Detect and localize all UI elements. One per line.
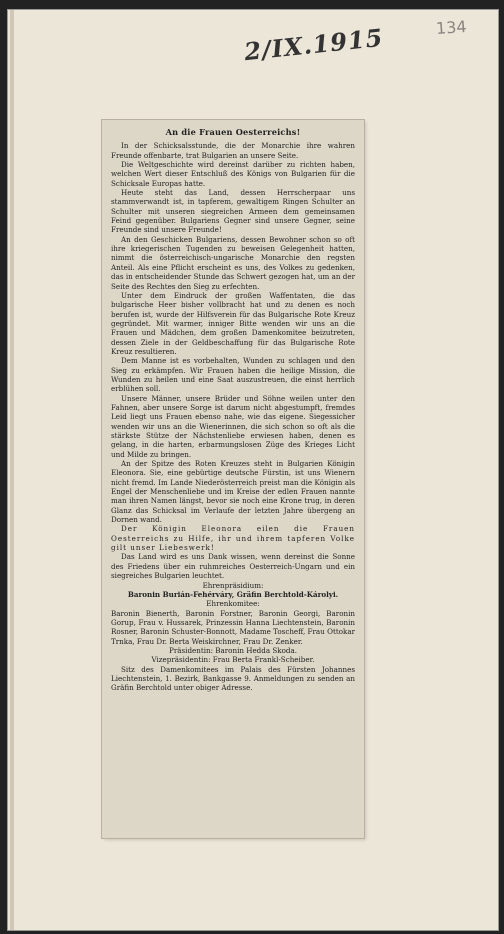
footer-notice: Sitz des Damenkomitees im Palais des Fürsten Johannes Liechtenstein, 1. Bezirk, Bankgasse 9. Anmeldungen zu senden an Gräfin Berchtold unter obiger Adresse.: [111, 664, 355, 693]
newspaper-clipping: [102, 120, 364, 838]
article-title: An die Frauen Oesterreichs!: [165, 127, 301, 137]
sheet-edge: [10, 10, 14, 930]
honorary-committee-label: Ehrenkomitee:: [206, 599, 260, 609]
vice-president: Vizepräsidentin: Frau Berta Frankl-Scheiber.: [151, 655, 315, 665]
archive-page-number: 134: [435, 16, 468, 39]
article-paragraph-10: Das Land wird es uns Dank wissen, wenn dereinst die Sonne des Friedens über ein ruhmreiches Oesterreich-Ungarn und ein siegreiches Bulgarien leuchtet.: [111, 552, 355, 581]
article-paragraph-1: In der Schicksalsstunde, die der Monarchie ihre wahren Freunde offenbarte, trat Bulgarien an unsere Seite.: [111, 141, 355, 160]
honorary-committee: Baronin Bienerth, Baronin Forstner, Baronin Georgi, Baronin Gorup, Frau v. Hussarek, Prinzessin Hanna Liechtenstein, Baronin Rosner, Baronin Schuster-Bonnott, Madame Toscheff, Frau Ottokar Trnka, Frau Dr. Berta Weiskirchner, Frau Dr. Zenker.: [111, 608, 355, 646]
article-paragraph-6: Dem Manne ist es vorbehalten, Wunden zu schlagen und den Sieg zu erkämpfen. Wir Frauen haben die heilige Mission, die Wunden zu heilen und eine Saat auszustreuen, die einst herrlich erblühen soll.: [111, 356, 355, 394]
president: Präsidentin: Baronin Hedda Skoda.: [169, 645, 297, 655]
article-paragraph-9: Der Königin Eleonora eilen die Frauen Oesterreichs zu Hilfe, ihr und ihrem tapferen Volke gilt unser Liebeswerk!: [111, 524, 355, 553]
article-paragraph-7: Unsere Männer, unsere Brüder und Söhne weilen unter den Fahnen, aber unsere Sorge ist darum nicht abgestumpft, fremdes Leid liegt uns Frauen ebenso nahe, wie das eigene. Siegessicher wenden wir uns an die Wienerinnen, die sich schon so oft als die stärkste Stütze der Nächstenliebe erwiesen haben, denen es gelang, in die harten, erbarmungslosen Züge des Krieges Licht und Milde zu bringen.: [111, 393, 355, 459]
handwritten-date: 2/IX.1915: [242, 22, 385, 67]
article-paragraph-3: Heute steht das Land, dessen Herrscherpaar uns stammverwandt ist, in tapferem, gewaltigem Ringen Schulter an Schulter mit unseren siegreichen Armeen dem gemeinsamen Feind gegenüber. Bulgariens Gegner sind unsere Gegner, seine Freunde sind unsere Freunde!: [111, 188, 355, 235]
article-paragraph-4: An den Geschicken Bulgariens, dessen Bewohner schon so oft ihre kriegerischen Tugenden zu beweisen Gelegenheit hatten, nimmt die österreichisch-ungarische Monarchie den regsten Anteil. Als eine Pflicht erscheint es uns, des Volkes zu gedenken, das in entscheidender Stunde das Schwert gezogen hat, um an der Seite des Rechtes den Sieg zu erfechten.: [111, 234, 355, 291]
honorary-presidium-label: Ehrenpräsidium:: [202, 580, 264, 590]
honorary-presidium: Baronin Burián-Fehérváry, Gräfin Berchtold-Károlyi.: [127, 589, 339, 599]
article-paragraph-5: Unter dem Eindruck der großen Waffentaten, die das bulgarische Heer bisher vollbracht hat und zu denen es noch berufen ist, wurde der Hilfsverein für das Bulgarische Rote Kreuz gegründet. Mit warmer, inniger Bitte wenden wir uns an die Frauen und Mädchen, dem großen Damenkomitee beizutreten, dessen Ziele in der Geldbeschaffung für das Bulgarische Rote Kreuz resultieren.: [111, 290, 355, 356]
article-paragraph-2: Die Weltgeschichte wird dereinst darüber zu richten haben, welchen Wert dieser Entschluß des Königs von Bulgarien für die Schicksale Europas hatte.: [111, 160, 355, 188]
article-paragraph-8: An der Spitze des Roten Kreuzes steht in Bulgarien Königin Eleonora. Sie, eine gebürtige deutsche Fürstin, ist uns Wienern nicht fremd. Im Lande Niederösterreich preist man die Königin als Engel der Menschenliebe und im Kreise der edlen Frauen nannte man ihren Namen längst, bevor sie noch eine Krone trug, in deren Glanz das Schicksal im Verlaufe der letzten Jahre übergeng an Dornen wand.: [111, 459, 355, 525]
